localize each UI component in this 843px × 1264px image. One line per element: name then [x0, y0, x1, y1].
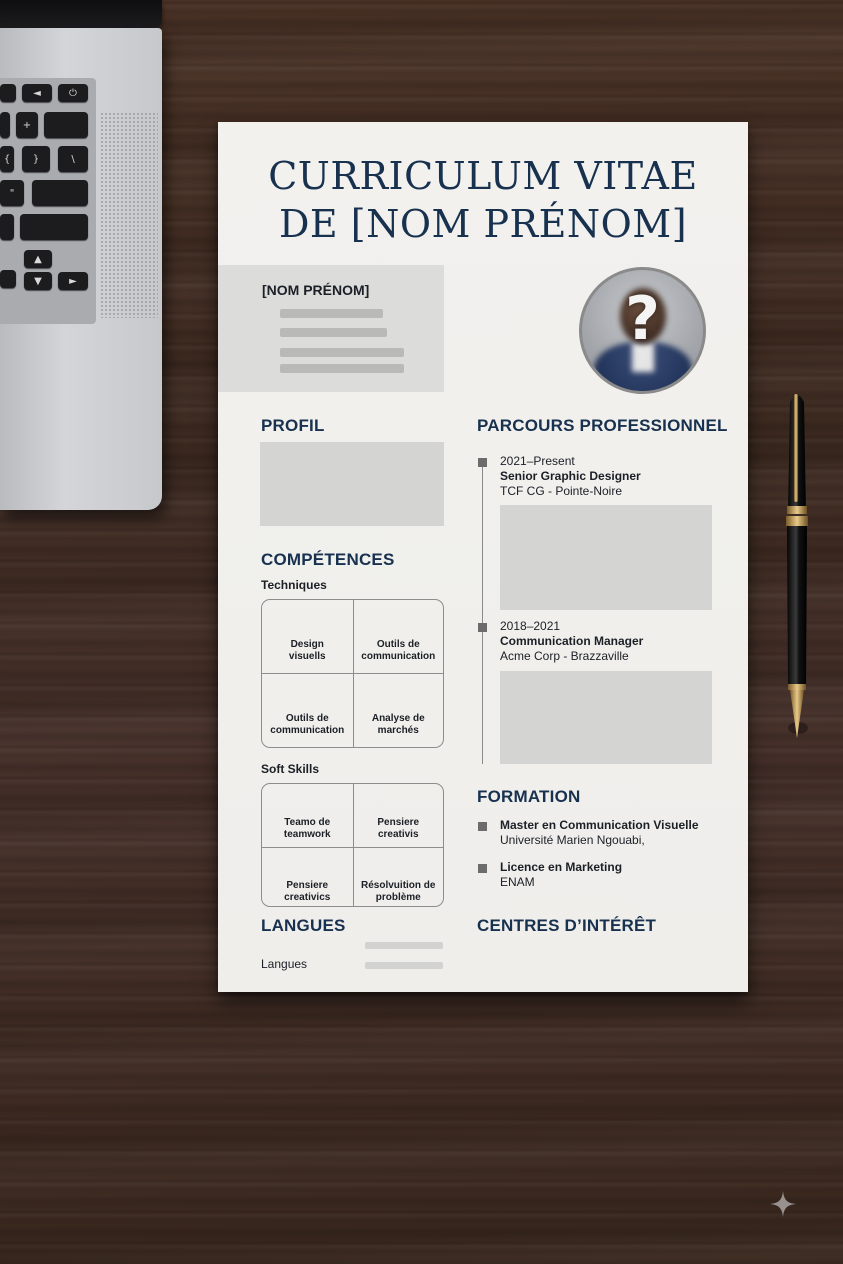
laptop	[0, 28, 162, 510]
placeholder-line	[365, 962, 443, 969]
skill-cell: Design visuells	[288, 639, 326, 662]
sparkle-icon	[770, 1191, 796, 1217]
keyboard-key	[0, 84, 16, 102]
placeholder-line	[280, 348, 404, 357]
skill-cell: Outils de communication	[353, 600, 444, 673]
laptop-keyboard	[0, 78, 96, 324]
keyboard-key: ◄	[22, 84, 52, 102]
keyboard-key: }	[22, 146, 50, 172]
cv-title	[218, 152, 748, 248]
langues-label: Langues	[261, 957, 308, 971]
experience-placeholder	[500, 505, 712, 610]
skill-cell: Pensiere creativis	[353, 784, 444, 847]
section-heading-competences: COMPÉTENCES	[261, 550, 395, 569]
fountain-pen-icon	[784, 388, 810, 738]
formation-bullet	[478, 864, 487, 873]
timeline-marker	[478, 623, 487, 632]
formation-school: ENAM	[500, 875, 535, 889]
skill-cell: Outils de communication	[262, 673, 353, 747]
formation-degree: Licence en Marketing	[500, 860, 623, 874]
formation-entry	[500, 860, 622, 890]
experience-placeholder	[500, 671, 712, 764]
keyboard-key: "	[0, 180, 24, 206]
keyboard-key: ▼	[24, 272, 52, 290]
formation-school: Université Marien Ngouabi,	[500, 833, 645, 847]
formation-degree: Master en Communication Visuelle	[500, 818, 699, 832]
placeholder-line	[280, 364, 404, 373]
section-heading-interets: CENTRES D’INTÉRÊT	[477, 916, 657, 935]
keyboard-key: \	[58, 146, 88, 172]
keyboard-key	[0, 214, 14, 240]
experience-company: TCF CG - Pointe-Noire	[500, 484, 623, 498]
experience-dates: 2021–Present	[500, 454, 575, 468]
keyboard-key: ⏻	[58, 84, 88, 102]
skill-cell: Analyse de marchés	[353, 673, 444, 747]
question-mark-icon: ?	[625, 284, 660, 354]
keyboard-key	[44, 112, 88, 138]
keyboard-key	[0, 112, 10, 138]
cv-title-line: DE [NOM PRÉNOM]	[278, 202, 688, 246]
experience-role: Communication Manager	[500, 634, 644, 648]
experience-entry	[500, 619, 643, 664]
skill-cell: Résolvuition de problème	[353, 847, 444, 907]
soft-skills-grid	[261, 783, 444, 907]
skill-cell: Pensiere creativics	[262, 847, 353, 907]
skill-cell: Teamo de teamwork	[283, 816, 331, 840]
speaker-grill	[100, 112, 158, 318]
formation-bullet	[478, 822, 487, 831]
cv-document	[218, 122, 748, 992]
subheading-techniques: Techniques	[261, 578, 327, 592]
subheading-soft-skills: Soft Skills	[261, 762, 320, 776]
keyboard-key: ►	[58, 272, 88, 290]
placeholder-line	[280, 328, 387, 337]
name-label: [NOM PRÉNOM]	[262, 282, 370, 298]
keyboard-key: ▲	[24, 250, 52, 268]
keyboard-key	[0, 270, 16, 288]
keyboard-key	[20, 214, 88, 240]
profile-photo	[579, 267, 706, 394]
formation-entry	[500, 818, 699, 848]
placeholder-line	[365, 942, 443, 949]
experience-dates: 2018–2021	[500, 619, 561, 633]
section-heading-langues: LANGUES	[261, 916, 346, 935]
placeholder-line	[280, 309, 383, 318]
keyboard-key: +	[16, 112, 38, 138]
laptop-screen	[0, 0, 162, 28]
timeline-marker	[478, 458, 487, 467]
timeline-line	[482, 460, 483, 764]
keyboard-key: {	[0, 146, 14, 172]
experience-company: Acme Corp - Brazzaville	[500, 649, 629, 663]
technical-skills-grid	[261, 599, 444, 748]
experience-entry	[500, 454, 641, 499]
profil-placeholder	[260, 442, 444, 526]
section-heading-parcours: PARCOURS PROFESSIONNEL	[477, 416, 728, 435]
section-heading-formation: FORMATION	[477, 787, 581, 806]
cv-title-line: CURRICULUM VITAE	[268, 154, 698, 198]
experience-role: Senior Graphic Designer	[500, 469, 641, 483]
section-heading-profil: PROFIL	[261, 416, 325, 435]
keyboard-key	[32, 180, 88, 206]
